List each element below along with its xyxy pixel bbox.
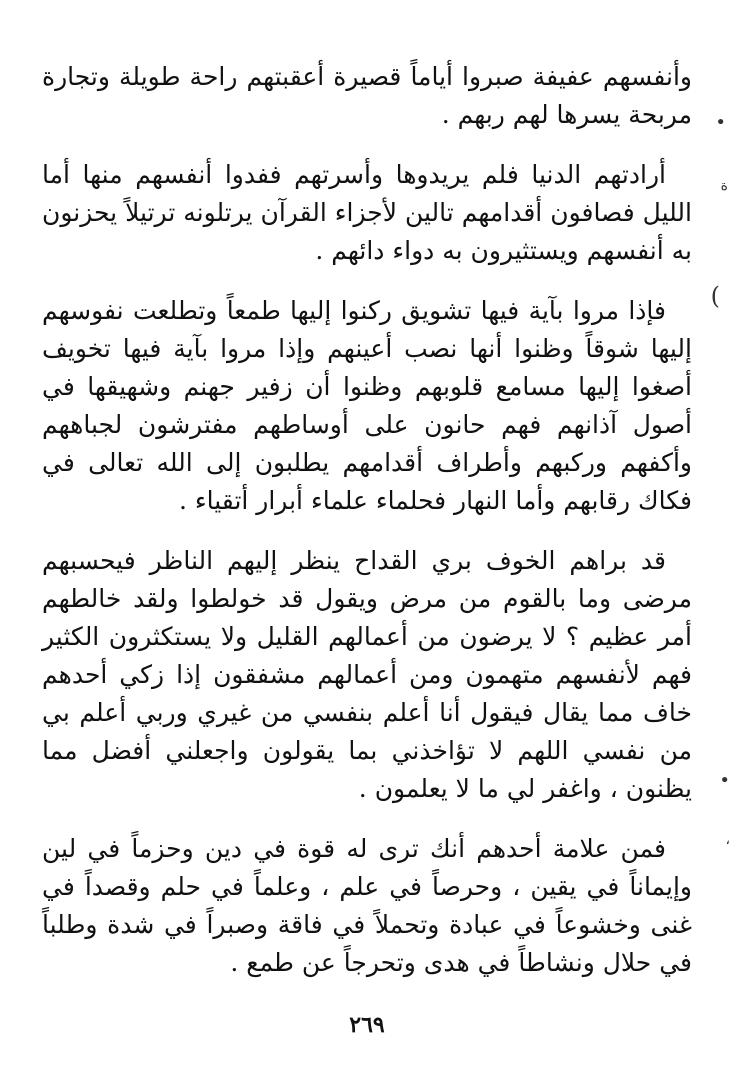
margin-mark-dot: • bbox=[715, 112, 726, 133]
margin-mark-letter: ة bbox=[720, 178, 728, 194]
paragraph-4 bbox=[42, 542, 692, 808]
margin-mark-paren: ( bbox=[710, 282, 720, 310]
paragraph-5-text: فمن علامة أحدهم أنك ترى له قوة في دين وحزماً في لين وإيماناً في يقين ، وحرصاً في علم ، وعلماً في حلم وقصداً في غنى وخشوعاً في عبادة وتحملاً في فاقة وصبراً في شدة وطلباً في حلال ونشاطاً في هدى وتحرجاً عن طمع . bbox=[42, 834, 692, 977]
paragraph-1-text: وأنفسهم عفيفة صبروا أياماً قصيرة أعقبتهم راحة طويلة وتجارة مربحة يسرها لهم ربهم . bbox=[42, 62, 692, 129]
page-number: ٢٦٩ bbox=[349, 1012, 385, 1038]
paragraph-5 bbox=[42, 830, 692, 982]
paragraph-3-text: فإذا مروا بآية فيها تشويق ركنوا إليها طمعاً وتطلعت نفوسهم إليها شوقاً وظنوا أنها نصب أعينهم وإذا مروا بآية فيها تخويف أصغوا إليها مسامع قلوبهم وظنوا أن زفير جهنم وشهيقها في أصول آذانهم فهم حانون على أوساطهم مفترشون لجباههم وأكفهم وركبهم وأطراف أقدامهم يطلبون إلى الله تعالى في فكاك رقابهم وأما النهار فحلماء علماء أبرار أتقياء . bbox=[42, 296, 692, 515]
paragraph-4-text: قد براهم الخوف بري القداح ينظر إليهم الناظر فيحسبهم مرضى وما بالقوم من مرض ويقول قد خولطوا ولقد خالطهم أمر عظيم ؟ لا يرضون من أعمالهم القليل ولا يستكثرون الكثير فهم لأنفسهم متهمون ومن أعمالهم مشفقون إذا زكي أحدهم خاف مما يقال فيقول أنا أعلم بنفسي من غيري وربي أعلم بي من نفسي اللهم لا تؤاخذني بما يقولون واجعلني أفضل مما يظنون ، واغفر لي ما لا يعلمون . bbox=[42, 546, 692, 803]
body-text bbox=[42, 58, 692, 1004]
paragraph-2 bbox=[42, 156, 692, 270]
paragraph-3 bbox=[42, 292, 692, 520]
paragraph-2-text: أرادتهم الدنيا فلم يريدوها وأسرتهم ففدوا أنفسهم منها أما الليل فصافون أقدامهم تالين لأجزاء القرآن يرتلونه ترتيلاً يحزنون به أنفسهم ويستثيرون به دواء دائهم . bbox=[42, 160, 692, 265]
paragraph-1 bbox=[42, 58, 692, 134]
margin-mark-dot-lower: • bbox=[719, 770, 730, 791]
margin-mark-comma: ، bbox=[725, 832, 730, 848]
